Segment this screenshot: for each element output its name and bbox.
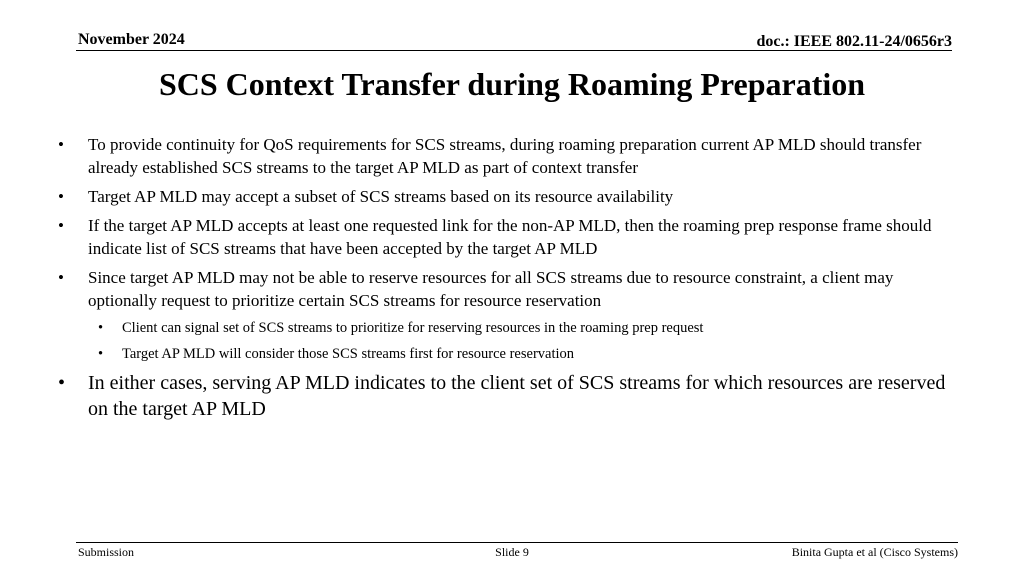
bullet-icon: • [58,268,64,287]
bullet-item [58,370,958,422]
footer-submission: Submission [78,545,135,559]
bullet-icon: • [58,135,64,154]
footer-divider [76,542,958,543]
bullet-text: If the target AP MLD accepts at least one requested link for the non-AP MLD, then the roaming prep response frame should indicate list of SCS streams that have been accepted by the target AP MLD [88,216,932,258]
bullet-item [58,133,958,179]
bullet-icon: • [58,216,64,235]
bullet-text: Since target AP MLD may not be able to reserve resources for all SCS streams due to resource constraint, a client may optionally request to prioritize certain SCS streams for resource reservation [88,268,894,310]
bullet-text: In either cases, serving AP MLD indicates to the client set of SCS streams for which resources are reserved on the target AP MLD [88,372,946,420]
bullet-text: Target AP MLD may accept a subset of SCS streams based on its resource availability [88,187,674,206]
bullet-icon: • [98,346,104,362]
header-date: November 2024 [78,31,185,48]
sub-bullet-item [58,344,958,364]
header-divider [76,50,952,51]
bullet-icon: • [58,187,64,206]
sub-bullet-text: Target AP MLD will consider those SCS streams first for resource reservation [122,346,575,362]
sub-bullet-text: Client can signal set of SCS streams to prioritize for reserving resources in the roaming prep request [122,320,704,336]
header-doc-id: doc.: IEEE 802.11-24/0656r3 [756,33,952,50]
footer-authors: Binita Gupta et al (Cisco Systems) [791,545,958,559]
sub-bullet-item [58,318,958,338]
bullet-item [58,266,958,312]
bullet-item [58,185,958,208]
bullet-icon: • [98,320,104,336]
bullet-item [58,214,958,260]
bullet-text: To provide continuity for QoS requirements for SCS streams, during roaming preparation current AP MLD should transfer already established SCS streams to the target AP MLD as part of context transfer [88,135,922,177]
footer-slide-number: Slide 9 [495,545,529,559]
slide-body [58,133,958,428]
slide-title: SCS Context Transfer during Roaming Preparation [158,66,866,102]
bullet-icon: • [58,372,66,394]
